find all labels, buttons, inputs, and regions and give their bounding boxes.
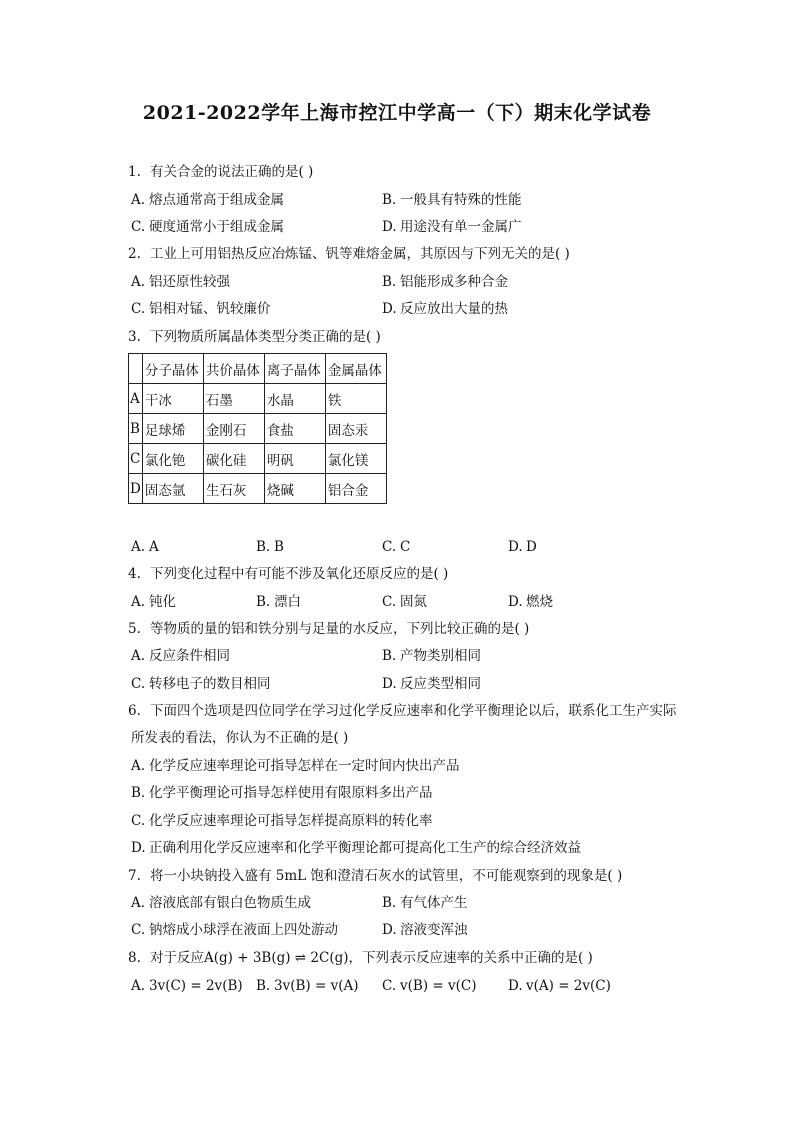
crystal-type-table	[128, 353, 387, 504]
q1-option-c[interactable]	[131, 218, 284, 236]
q5-option-a[interactable]	[131, 647, 230, 665]
option-label: C.	[382, 594, 397, 610]
option-text: 3v(C) = 2v(B)	[149, 978, 243, 994]
q3-option-b[interactable]	[256, 538, 284, 556]
question-text: 对于反应A(g) + 3B(g) ⇌ 2C(g)，下列表示反应速率的关系中正确的是( )	[150, 950, 593, 966]
option-label: B.	[256, 539, 271, 555]
option-label: C.	[382, 539, 397, 555]
option-text: B	[274, 539, 284, 555]
table-corner-cell	[129, 354, 143, 384]
option-label: D.	[508, 539, 523, 555]
row-label: C	[129, 444, 143, 474]
row-label: A	[129, 384, 143, 414]
table-header: 分子晶体	[142, 354, 203, 384]
option-label: B.	[256, 978, 271, 994]
option-text: 铝还原性较强	[149, 274, 230, 290]
option-label: C.	[131, 813, 146, 829]
option-label: D.	[382, 301, 397, 317]
option-text: 固氮	[400, 594, 427, 610]
table-cell: 碳化硅	[203, 444, 264, 474]
table-cell: 生石灰	[203, 474, 264, 504]
q8-option-b[interactable]	[256, 977, 358, 995]
option-text: 溶液变浑浊	[400, 922, 468, 938]
option-label: D.	[508, 978, 523, 994]
table-cell: 固态汞	[325, 414, 386, 444]
row-label: B	[129, 414, 143, 444]
table-header: 金属晶体	[325, 354, 386, 384]
q7-option-a[interactable]	[131, 894, 311, 912]
option-label: A.	[131, 539, 146, 555]
q4-option-c[interactable]	[382, 593, 427, 611]
question-text: 下列变化过程中有可能不涉及氧化还原反应的是( )	[150, 566, 449, 582]
q6-option-d[interactable]	[131, 839, 581, 857]
q5-option-b[interactable]	[382, 647, 481, 665]
q5-option-c[interactable]	[131, 675, 271, 693]
option-label: D.	[131, 840, 146, 856]
option-text: 正确利用化学反应速率和化学平衡理论都可提高化工生产的综合经济效益	[149, 840, 581, 856]
question-text: 下列物质所属晶体类型分类正确的是( )	[150, 329, 381, 345]
question-number: 1.	[128, 164, 141, 180]
table-row	[129, 384, 387, 414]
option-text: 反应放出大量的热	[400, 301, 508, 317]
option-label: A.	[131, 274, 146, 290]
q3-option-d[interactable]	[508, 538, 537, 556]
option-label: D.	[382, 922, 397, 938]
option-text: 产物类别相同	[400, 648, 481, 664]
question-number: 7.	[128, 868, 141, 884]
option-text: 化学平衡理论可指导怎样使用有限原料多出产品	[149, 785, 433, 801]
question-text: 有关合金的说法正确的是( )	[150, 164, 314, 180]
question-text: 将一小块钠投入盛有 5mL 饱和澄清石灰水的试管里，不可能观察到的现象是( )	[150, 868, 623, 884]
q6-option-a[interactable]	[131, 757, 460, 775]
option-text: A	[149, 539, 159, 555]
option-text: 一般具有特殊的性能	[400, 192, 522, 208]
option-label: B.	[382, 895, 397, 911]
question-5-stem	[128, 620, 529, 638]
q6-option-b[interactable]	[131, 784, 433, 802]
row-label: D	[129, 474, 143, 504]
question-number: 5.	[128, 621, 141, 637]
question-8-stem	[128, 949, 593, 967]
question-4-stem	[128, 565, 448, 583]
option-text: 化学反应速率理论可指导怎样提高原料的转化率	[149, 813, 433, 829]
table-cell: 氯化镁	[325, 444, 386, 474]
question-2-stem	[128, 245, 570, 263]
question-number: 8.	[128, 950, 141, 966]
q8-option-d[interactable]	[508, 977, 611, 995]
option-text: 硬度通常小于组成金属	[149, 219, 284, 235]
q1-option-b[interactable]	[382, 191, 522, 209]
q2-option-c[interactable]	[131, 300, 271, 318]
question-6-stem-continued: 所发表的看法，你认为不正确的是( )	[131, 730, 349, 746]
table-cell: 烧碱	[264, 474, 325, 504]
option-text: 用途没有单一金属广	[400, 219, 522, 235]
table-cell: 干冰	[142, 384, 203, 414]
option-text: 溶液底部有银白色物质生成	[149, 895, 311, 911]
option-label: D.	[382, 219, 397, 235]
table-row	[129, 444, 387, 474]
q3-option-a[interactable]	[131, 538, 159, 556]
option-text: 反应条件相同	[149, 648, 230, 664]
option-label: A.	[131, 648, 146, 664]
option-label: A.	[131, 895, 146, 911]
option-text: v(B) = v(C)	[400, 978, 477, 994]
question-number: 4.	[128, 566, 141, 582]
question-3-stem	[128, 328, 381, 346]
option-text: 燃烧	[526, 594, 553, 610]
option-text: 铝能形成多种合金	[400, 274, 508, 290]
option-text: C	[400, 539, 411, 555]
option-text: 漂白	[274, 594, 301, 610]
q8-option-c[interactable]	[382, 977, 476, 995]
option-text: 钝化	[149, 594, 176, 610]
option-text: D	[526, 539, 537, 555]
table-cell: 固态氩	[142, 474, 203, 504]
option-text: 化学反应速率理论可指导怎样在一定时间内快出产品	[149, 758, 460, 774]
q3-option-c[interactable]	[382, 538, 410, 556]
option-text: 反应类型相同	[400, 676, 481, 692]
table-header-row	[129, 354, 387, 384]
table-header: 离子晶体	[264, 354, 325, 384]
option-text: 转移电子的数目相同	[149, 676, 271, 692]
table-header: 共价晶体	[203, 354, 264, 384]
question-number: 3.	[128, 329, 141, 345]
option-text: 有气体产生	[400, 895, 468, 911]
option-label: A.	[131, 978, 146, 994]
q4-option-a[interactable]	[131, 593, 176, 611]
option-text: 熔点通常高于组成金属	[149, 192, 284, 208]
table-cell: 足球烯	[142, 414, 203, 444]
option-label: C.	[382, 978, 397, 994]
option-text: 铝相对锰、钒较廉价	[149, 301, 271, 317]
option-label: C.	[131, 676, 146, 692]
option-label: C.	[131, 922, 146, 938]
option-label: A.	[131, 594, 146, 610]
table-cell: 铁	[325, 384, 386, 414]
table-row	[129, 414, 387, 444]
option-label: B.	[382, 648, 397, 664]
question-number: 6.	[128, 703, 141, 719]
question-text: 工业上可用铝热反应冶炼锰、钒等难熔金属，其原因与下列无关的是( )	[150, 246, 570, 262]
option-label: B.	[382, 274, 397, 290]
option-label: A.	[131, 192, 146, 208]
option-label: C.	[131, 301, 146, 317]
option-label: A.	[131, 758, 146, 774]
table-cell: 食盐	[264, 414, 325, 444]
question-6-stem	[128, 702, 677, 720]
option-label: D.	[382, 676, 397, 692]
q2-option-a[interactable]	[131, 273, 230, 291]
q7-option-c[interactable]	[131, 921, 338, 939]
q7-option-b[interactable]	[382, 894, 468, 912]
option-text: v(A) = 2v(C)	[526, 978, 611, 994]
table-cell: 金刚石	[203, 414, 264, 444]
question-number: 2.	[128, 246, 141, 262]
table-cell: 水晶	[264, 384, 325, 414]
option-label: B.	[131, 785, 146, 801]
table-row	[129, 474, 387, 504]
question-7-stem	[128, 867, 622, 885]
option-text: 3v(B) = v(A)	[274, 978, 359, 994]
option-text: 钠熔成小球浮在液面上四处游动	[149, 922, 338, 938]
q1-option-d[interactable]	[382, 218, 522, 236]
q6-option-c[interactable]	[131, 812, 433, 830]
q8-option-a[interactable]	[131, 977, 243, 995]
q4-option-d[interactable]	[508, 593, 553, 611]
table-cell: 石墨	[203, 384, 264, 414]
table-cell: 明矾	[264, 444, 325, 474]
option-label: C.	[131, 219, 146, 235]
option-label: D.	[508, 594, 523, 610]
q2-option-d[interactable]	[382, 300, 508, 318]
option-label: B.	[256, 594, 271, 610]
page-title: 2021-2022学年上海市控江中学高一（下）期末化学试卷	[142, 102, 652, 124]
question-text: 等物质的量的铝和铁分别与足量的水反应，下列比较正确的是( )	[150, 621, 530, 637]
q1-option-a[interactable]	[131, 191, 284, 209]
table-cell: 氯化铯	[142, 444, 203, 474]
question-text: 下面四个选项是四位同学在学习过化学反应速率和化学平衡理论以后，联系化工生产实际	[150, 703, 677, 719]
option-label: B.	[382, 192, 397, 208]
q5-option-d[interactable]	[382, 675, 481, 693]
question-1-stem	[128, 163, 313, 181]
q4-option-b[interactable]	[256, 593, 301, 611]
q2-option-b[interactable]	[382, 273, 508, 291]
table-cell: 铝合金	[325, 474, 386, 504]
q7-option-d[interactable]	[382, 921, 468, 939]
